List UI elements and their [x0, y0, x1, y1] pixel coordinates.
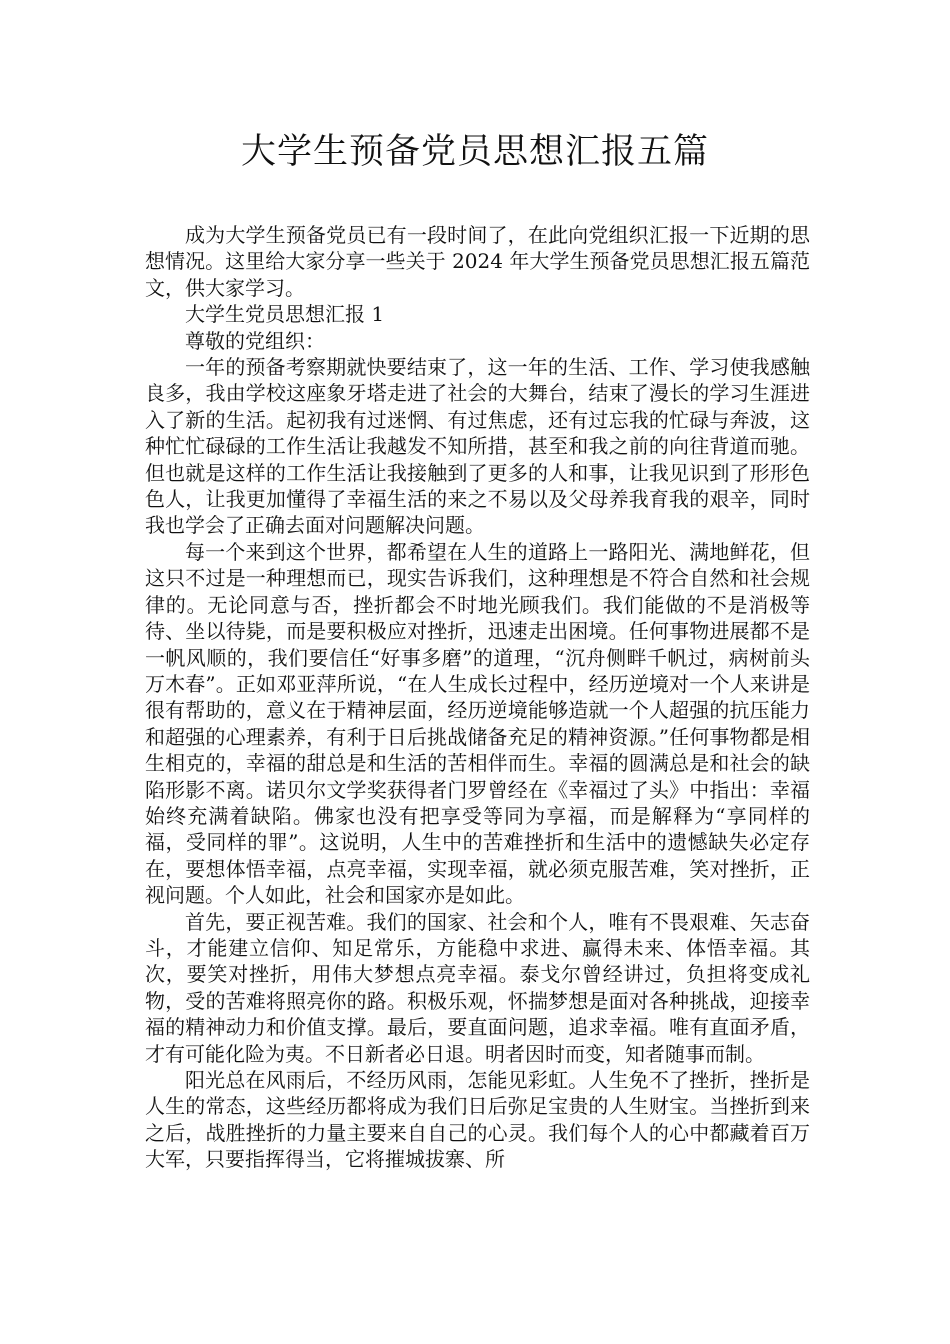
section-heading: 大学生党员思想汇报 1 [185, 302, 385, 327]
body-paragraph: 每一个来到这个世界，都希望在人生的道路上一路阳光、满地鲜花，但这只不过是一种理想而已，现实告诉我们，这种理想是不符合自然和社会规律的。无论同意与否，挫折都会不时地光顾我们。我们能做的不是消极等待、坐以待毙，而是要积极应对挫折，迅速走出困境。任何事物进展都不是一帆风顺的，我们要信任“好事多磨”的道理，“沉舟侧畔千帆过，病树前头万木春”。正如邓亚萍所说，“在人生成长过程中，经历逆境对一个人来讲是很有帮助的，意义在于精神层面，经历逆境能够造就一个人超强的抗压能力和超强的心理素养，有利于日后挑战储备充足的精神资源。”任何事物都是相生相克的，幸福的甜总是和生活的苦相伴而生。幸福的圆满总是和社会的缺陷形影不离。诺贝尔文学奖获得者门罗曾经在《幸福过了头》中指出：幸福始终充满着缺陷。佛家也没有把享受等同为享福，而是解释为“享同样的福，受同样的罪”。这说明，人生中的苦难挫折和生活中的遗憾缺失必定存在，要想体悟幸福，点亮幸福，实现幸福，就必须克服苦难，笑对挫折，正视问题。个人如此，社会和国家亦是如此。 [145, 539, 810, 908]
salutation: 尊敬的党组织： [185, 328, 325, 353]
intro-paragraph: 成为大学生预备党员已有一段时间了，在此向党组织汇报一下近期的思想情况。这里给大家分享一些关于 2024 年大学生预备党员思想汇报五篇范文，供大家学习。 [145, 223, 810, 300]
document-title: 大学生预备党员思想汇报五篇 [240, 132, 709, 172]
body-paragraph: 阳光总在风雨后，不经历风雨，怎能见彩虹。人生免不了挫折，挫折是人生的常态，这些经历都将成为我们日后弥足宝贵的人生财宝。当挫折到来之后，战胜挫折的力量主要来自自己的心灵。我们每个人的心中都藏着百万大军，只要指挥得当，它将摧城拔寨、所 [145, 1068, 810, 1172]
body-paragraph: 首先，要正视苦难。我们的国家、社会和个人，唯有不畏艰难、矢志奋斗，才能建立信仰、知足常乐，方能稳中求进、赢得未来、体悟幸福。其次，要笑对挫折，用伟大梦想点亮幸福。泰戈尔曾经讲过，负担将变成礼物，受的苦难将照亮你的路。积极乐观，怀揣梦想是面对各种挑战，迎接幸福的精神动力和价值支撑。最后，要直面问题，追求幸福。唯有直面矛盾，才有可能化险为夷。不日新者必日退。明者因时而变，知者随事而制。 [145, 909, 810, 1066]
body-paragraph: 一年的预备考察期就快要结束了，这一年的生活、工作、学习使我感触良多，我由学校这座象牙塔走进了社会的大舞台，结束了漫长的学习生涯进入了新的生活。起初我有过迷惘、有过焦虑，还有过忘我的忙碌与奔波，这种忙忙碌碌的工作生活让我越发不知所措，甚至和我之前的向往背道而驰。但也就是这样的工作生活让我接触到了更多的人和事，让我见识到了形形色色人，让我更加懂得了幸福生活的来之不易以及父母养我育我的艰辛，同时我也学会了正确去面对问题解决问题。 [145, 355, 810, 538]
document-body [145, 222, 810, 1173]
